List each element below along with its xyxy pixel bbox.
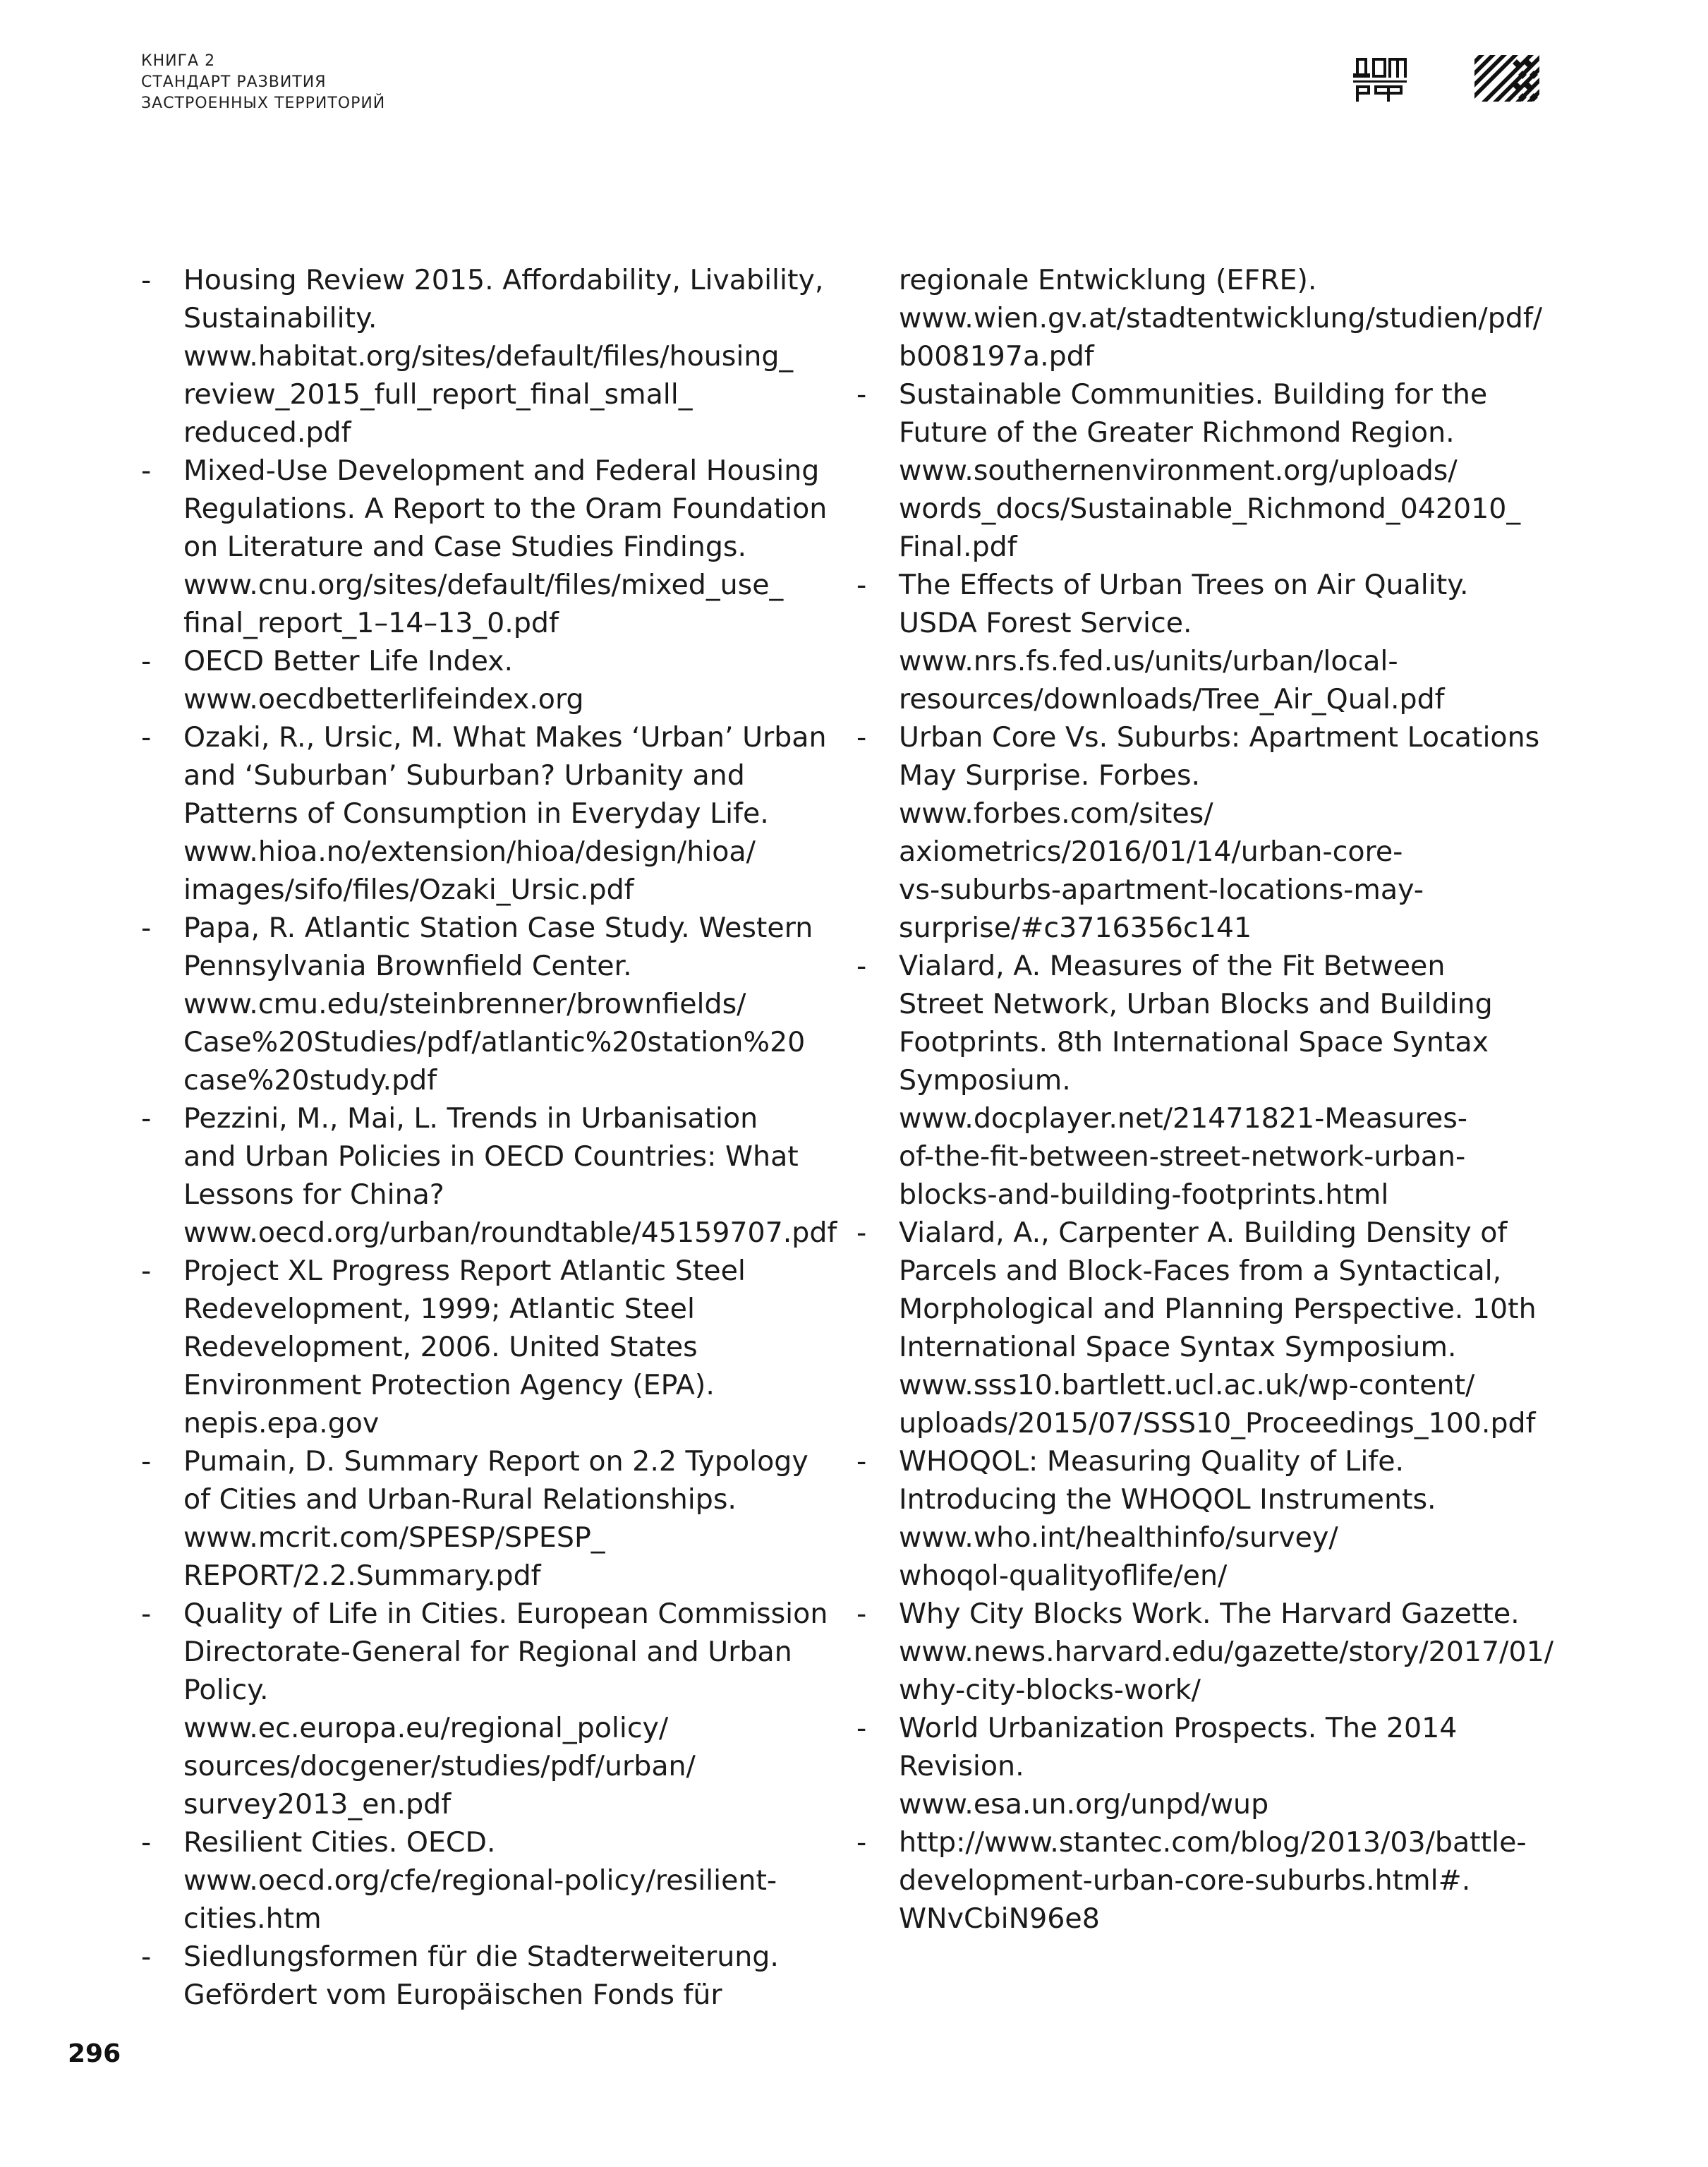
- page-number: 296: [68, 2039, 121, 2068]
- reference-line: Street Network, Urban Blocks and Building: [899, 988, 1493, 1020]
- reference-line: Sustainability.: [183, 302, 377, 334]
- list-dash: -: [856, 378, 867, 411]
- reference-line: review_2015_full_report_final_small_: [183, 378, 693, 411]
- reference-line: World Urbanization Prospects. The 2014: [899, 1712, 1458, 1744]
- list-dash: -: [141, 1102, 152, 1135]
- list-dash: -: [856, 1826, 867, 1859]
- reference-line: case%20study.pdf: [183, 1064, 437, 1097]
- reference-line: Siedlungsformen für die Stadterweiterung.: [183, 1940, 779, 1973]
- reference-entry: [856, 566, 1562, 718]
- reference-line: Revision.: [899, 1750, 1024, 1782]
- reference-line: Policy.: [183, 1674, 269, 1706]
- reference-line: http://www.stantec.com/blog/2013/03/battle-: [899, 1826, 1527, 1859]
- reference-line: www.oecd.org/urban/roundtable/45159707.pdf: [183, 1217, 837, 1249]
- reference-line: Ozaki, R., Ursic, M. What Makes ‘Urban’ Urban: [183, 721, 827, 754]
- reference-line: blocks-and-building-footprints.html: [899, 1178, 1389, 1211]
- reference-line: Project XL Progress Report Atlantic Steel: [183, 1255, 746, 1287]
- reference-line: Why City Blocks Work. The Harvard Gazette.: [899, 1598, 1520, 1630]
- running-header: [141, 51, 385, 114]
- reference-line: www.nrs.fs.fed.us/units/urban/local-: [899, 645, 1398, 677]
- reference-entry: [856, 1442, 1562, 1595]
- reference-entry: [141, 261, 832, 452]
- reference-line: Sustainable Communities. Building for the: [899, 378, 1488, 411]
- reference-line: why-city-blocks-work/: [899, 1674, 1201, 1706]
- reference-entry: [141, 1252, 832, 1442]
- list-dash: -: [141, 721, 152, 754]
- reference-entry: [141, 452, 832, 642]
- reference-line: and Urban Policies in OECD Countries: What: [183, 1140, 799, 1173]
- header-line: ЗАСТРОЕННЫХ ТЕРРИТОРИЙ: [141, 95, 386, 112]
- reference-line: www.southernenvironment.org/uploads/: [899, 454, 1458, 487]
- reference-line: cities.htm: [183, 1902, 322, 1935]
- pattern-logo-icon: [1474, 55, 1539, 102]
- reference-line: WNvCbiN96e8: [899, 1902, 1100, 1935]
- reference-line: and ‘Suburban’ Suburban? Urbanity and: [183, 759, 745, 792]
- reference-line: Urban Core Vs. Suburbs: Apartment Locations: [899, 721, 1540, 754]
- list-dash: -: [856, 721, 867, 754]
- reference-line: axiometrics/2016/01/14/urban-core-: [899, 835, 1403, 868]
- reference-entry: [141, 1938, 832, 2014]
- reference-entry: [856, 375, 1562, 566]
- reference-line: www.news.harvard.edu/gazette/story/2017/01/: [899, 1636, 1554, 1668]
- reference-line: final_report_1–14–13_0.pdf: [183, 607, 559, 639]
- reference-line: The Effects of Urban Trees on Air Quality.: [899, 569, 1469, 601]
- reference-line: Pennsylvania Brownfield Center.: [183, 950, 632, 982]
- reference-line: reduced.pdf: [183, 416, 351, 449]
- reference-line: Redevelopment, 2006. United States: [183, 1331, 698, 1363]
- reference-line: development-urban-core-suburbs.html#.: [899, 1864, 1471, 1897]
- reference-line: vs-suburbs-apartment-locations-may-: [899, 874, 1424, 906]
- dom-rf-logo-icon: [1353, 55, 1407, 102]
- reference-line: www.oecdbetterlifeindex.org: [183, 683, 584, 716]
- reference-line: Environment Protection Agency (EPA).: [183, 1369, 715, 1401]
- header-line: КНИГА 2: [141, 52, 216, 70]
- reference-line: Vialard, A., Carpenter A. Building Density of: [899, 1217, 1508, 1249]
- reference-line: Pumain, D. Summary Report on 2.2 Typology: [183, 1445, 808, 1478]
- reference-line: resources/downloads/Tree_Air_Qual.pdf: [899, 683, 1445, 716]
- reference-line: May Surprise. Forbes.: [899, 759, 1201, 792]
- reference-line: REPORT/2.2.Summary.pdf: [183, 1559, 541, 1592]
- reference-line: Morphological and Planning Perspective. 10th: [899, 1293, 1537, 1325]
- list-dash: -: [141, 1255, 152, 1287]
- left-column: [141, 261, 837, 2014]
- reference-entry: [141, 1099, 837, 1252]
- reference-line: on Literature and Case Studies Findings.: [183, 531, 747, 563]
- reference-line: Resilient Cities. OECD.: [183, 1826, 496, 1859]
- list-dash: -: [141, 454, 152, 487]
- list-dash: -: [141, 645, 152, 677]
- header-line: СТАНДАРТ РАЗВИТИЯ: [141, 73, 327, 91]
- reference-entry: [141, 909, 832, 1099]
- reference-entry: [856, 718, 1562, 947]
- list-dash: -: [856, 1712, 867, 1744]
- reference-line: Regulations. A Report to the Oram Foundation: [183, 493, 828, 525]
- list-dash: -: [856, 1217, 867, 1249]
- list-dash: -: [141, 1940, 152, 1973]
- reference-line: regionale Entwicklung (EFRE).: [899, 264, 1317, 296]
- right-column: [856, 261, 1562, 1938]
- reference-line: Lessons for China?: [183, 1178, 444, 1211]
- list-dash: -: [856, 1598, 867, 1630]
- reference-line: Patterns of Consumption in Everyday Life.: [183, 797, 769, 830]
- reference-entry: [141, 1442, 832, 1595]
- list-dash: -: [141, 264, 152, 296]
- reference-line: uploads/2015/07/SSS10_Proceedings_100.pdf: [899, 1407, 1536, 1439]
- reference-line: www.habitat.org/sites/default/files/housing_: [183, 340, 794, 373]
- list-dash: -: [856, 1445, 867, 1478]
- reference-line: whoqol-qualityoflife/en/: [899, 1559, 1228, 1592]
- reference-entry: [141, 1823, 832, 1938]
- reference-line: Directorate-General for Regional and Urban: [183, 1636, 792, 1668]
- reference-line: Parcels and Block-Faces from a Syntactical,: [899, 1255, 1502, 1287]
- reference-line: of Cities and Urban-Rural Relationships.: [183, 1483, 737, 1516]
- reference-line: Vialard, A. Measures of the Fit Between: [899, 950, 1446, 982]
- reference-line: www.mcrit.com/SPESP/SPESP_: [183, 1521, 605, 1554]
- list-dash: -: [141, 1598, 152, 1630]
- reference-line: Housing Review 2015. Affordability, Livability,: [183, 264, 824, 296]
- reference-entry: [141, 642, 832, 718]
- reference-line: Case%20Studies/pdf/atlantic%20station%20: [183, 1026, 806, 1058]
- reference-line: nepis.epa.gov: [183, 1407, 380, 1439]
- reference-entry: [856, 261, 1562, 375]
- reference-entry: [141, 718, 832, 909]
- reference-line: www.docplayer.net/21471821-Measures-: [899, 1102, 1468, 1135]
- reference-line: words_docs/Sustainable_Richmond_042010_: [899, 493, 1521, 525]
- reference-line: Redevelopment, 1999; Atlantic Steel: [183, 1293, 695, 1325]
- reference-line: Symposium.: [899, 1064, 1071, 1097]
- reference-line: www.who.int/healthinfo/survey/: [899, 1521, 1338, 1554]
- reference-line: survey2013_en.pdf: [183, 1788, 452, 1821]
- reference-line: sources/docgener/studies/pdf/urban/: [183, 1750, 696, 1782]
- reference-line: www.sss10.bartlett.ucl.ac.uk/wp-content/: [899, 1369, 1475, 1401]
- reference-line: Introducing the WHOQOL Instruments.: [899, 1483, 1436, 1516]
- list-dash: -: [856, 950, 867, 982]
- list-dash: -: [856, 569, 867, 601]
- reference-line: Mixed-Use Development and Federal Housing: [183, 454, 820, 487]
- reference-entry: [856, 947, 1562, 1214]
- reference-line: of-the-fit-between-street-network-urban-: [899, 1140, 1466, 1173]
- reference-line: International Space Syntax Symposium.: [899, 1331, 1457, 1363]
- reference-entry: [856, 1709, 1562, 1823]
- list-dash: -: [141, 1826, 152, 1859]
- reference-entry: [141, 1595, 832, 1823]
- reference-line: Footprints. 8th International Space Syntax: [899, 1026, 1489, 1058]
- list-dash: -: [141, 1445, 152, 1478]
- reference-line: www.forbes.com/sites/: [899, 797, 1213, 830]
- reference-line: www.esa.un.org/unpd/wup: [899, 1788, 1269, 1821]
- reference-line: Pezzini, M., Mai, L. Trends in Urbanisation: [183, 1102, 758, 1135]
- reference-line: b008197a.pdf: [899, 340, 1094, 373]
- reference-line: Gefördert vom Europäischen Fonds für: [183, 1979, 722, 2011]
- reference-line: surprise/#c3716356c141: [899, 912, 1252, 944]
- reference-entry: [856, 1595, 1562, 1709]
- reference-line: USDA Forest Service.: [899, 607, 1192, 639]
- reference-entry: [856, 1823, 1562, 1938]
- reference-line: www.ec.europa.eu/regional_policy/: [183, 1712, 669, 1744]
- reference-line: OECD Better Life Index.: [183, 645, 514, 677]
- reference-entry: [856, 1214, 1562, 1442]
- reference-line: www.oecd.org/cfe/regional-policy/resilient-: [183, 1864, 777, 1897]
- reference-line: www.cmu.edu/steinbrenner/brownfields/: [183, 988, 746, 1020]
- reference-line: Quality of Life in Cities. European Commission: [183, 1598, 828, 1630]
- reference-line: www.cnu.org/sites/default/files/mixed_use_: [183, 569, 784, 601]
- reference-line: Future of the Greater Richmond Region.: [899, 416, 1455, 449]
- reference-line: Papa, R. Atlantic Station Case Study. Western: [183, 912, 813, 944]
- reference-line: www.hioa.no/extension/hioa/design/hioa/: [183, 835, 756, 868]
- reference-line: WHOQOL: Measuring Quality of Life.: [899, 1445, 1405, 1478]
- reference-line: Final.pdf: [899, 531, 1017, 563]
- reference-line: images/sifo/files/Ozaki_Ursic.pdf: [183, 874, 634, 906]
- reference-line: www.wien.gv.at/stadtentwicklung/studien/pdf/: [899, 302, 1543, 334]
- list-dash: -: [141, 912, 152, 944]
